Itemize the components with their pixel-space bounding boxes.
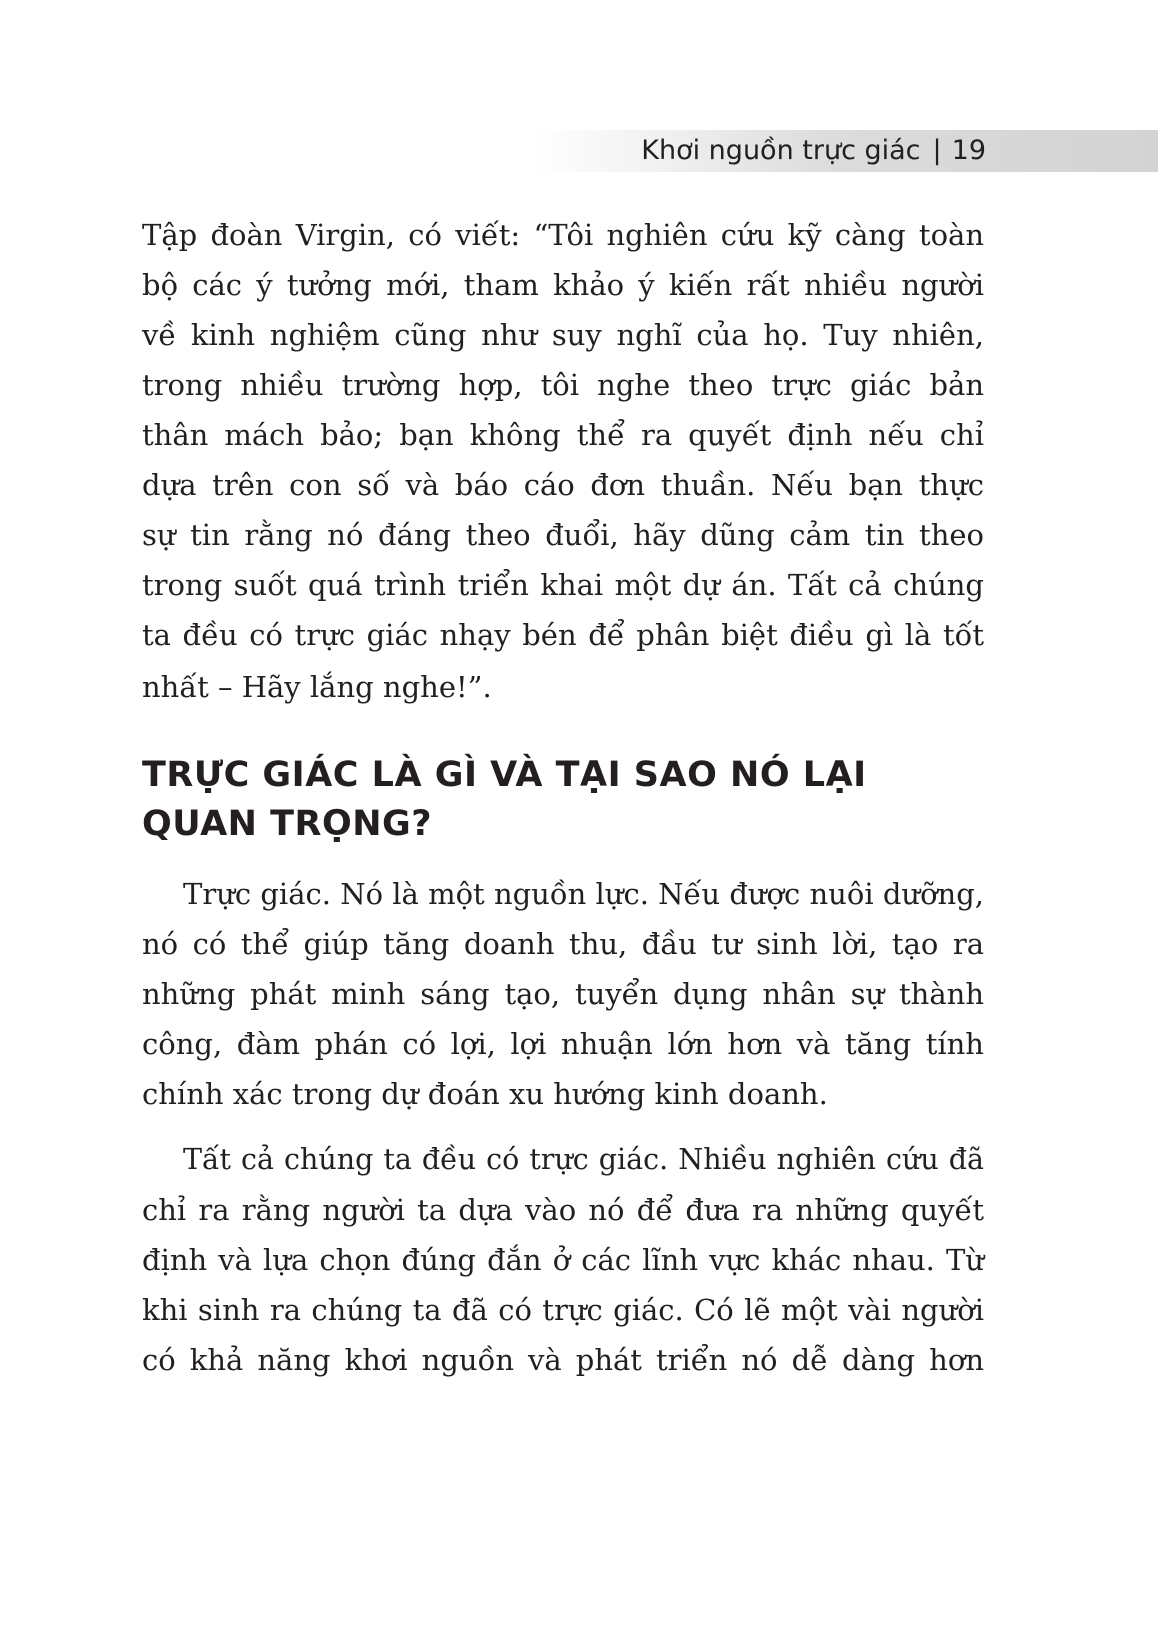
text-line: những phát minh sáng tạo, tuyển dụng nhân sự thành — [142, 977, 984, 1011]
text-line: Tất cả chúng ta đều có trực giác. Nhiều nghiên cứu đã — [183, 1143, 984, 1176]
text-line: nó có thể giúp tăng doanh thu, đầu tư sinh lời, tạo ra — [142, 927, 984, 961]
text-line: chính xác trong dự đoán xu hướng kinh doanh. — [142, 1077, 828, 1111]
text-line: Trực giác. Nó là một nguồn lực. Nếu được nuôi dưỡng, — [183, 877, 984, 911]
heading-line: QUAN TRỌNG? — [142, 804, 433, 844]
text-line: chỉ ra rằng người ta dựa vào nó để đưa ra những quyết — [142, 1193, 984, 1227]
heading-line: TRỰC GIÁC LÀ GÌ VÀ TẠI SAO NÓ LẠI — [142, 755, 867, 795]
text-line: sự tin rằng nó đáng theo đuổi, hãy dũng cảm tin theo — [142, 518, 984, 552]
text-line: về kinh nghiệm cũng như suy nghĩ của họ. Tuy nhiên, — [142, 318, 984, 352]
text-line: thân mách bảo; bạn không thể ra quyết định nếu chỉ — [142, 418, 984, 452]
text-line: Tập đoàn Virgin, có viết: “Tôi nghiên cứu kỹ càng toàn — [142, 218, 984, 252]
text-line: trong nhiều trường hợp, tôi nghe theo trực giác bản — [142, 368, 984, 402]
page-number: 19 — [951, 135, 986, 166]
text-line: công, đàm phán có lợi, lợi nhuận lớn hơn và tăng tính — [142, 1027, 984, 1061]
running-head-title: Khơi nguồn trực giác — [641, 135, 921, 166]
running-head-separator: | — [932, 135, 942, 166]
text-line: ta đều có trực giác nhạy bén để phân biệt điều gì là tốt — [142, 618, 984, 652]
text-line: có khả năng khơi nguồn và phát triển nó dễ dàng hơn — [142, 1343, 984, 1377]
text-line: nhất – Hãy lắng nghe!”. — [142, 670, 492, 704]
running-head — [641, 130, 986, 172]
text-line: định và lựa chọn đúng đắn ở các lĩnh vực khác nhau. Từ — [142, 1243, 984, 1277]
text-line: trong suốt quá trình triển khai một dự án. Tất cả chúng — [142, 568, 984, 602]
text-line: khi sinh ra chúng ta đã có trực giác. Có lẽ một vài người — [142, 1293, 984, 1327]
text-line: bộ các ý tưởng mới, tham khảo ý kiến rất nhiều người — [142, 268, 984, 302]
text-line: dựa trên con số và báo cáo đơn thuần. Nếu bạn thực — [142, 468, 984, 502]
